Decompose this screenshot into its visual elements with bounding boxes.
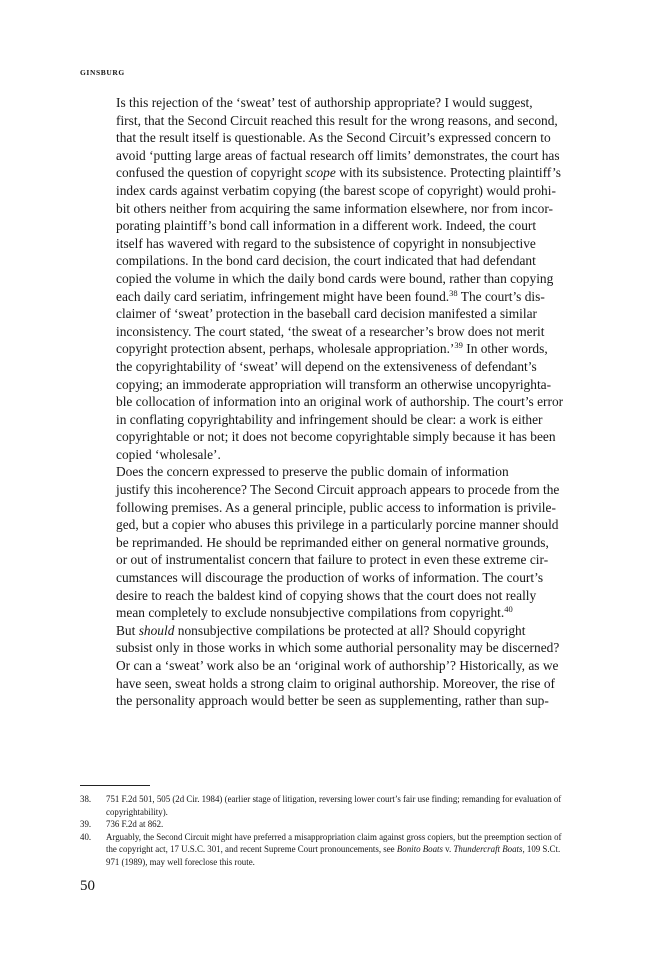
text-run: 736 F.2d at 862. xyxy=(106,819,164,830)
text-line: compilations. In the bond card decision, the court indicated that had defendant xyxy=(116,253,536,269)
text-line: justify this incoherence? The Second Circuit approach appears to procede from the xyxy=(116,482,560,498)
text-line: porating plaintiff’s bond call information in a different work. Indeed, the court xyxy=(116,218,537,234)
text-line: following premises. As a general principle, public access to information is privile- xyxy=(116,499,556,515)
text-line: in conflating copyrightability and infringement should be clear: a work is either xyxy=(116,411,543,427)
text-run: confused the question of copyright xyxy=(116,165,306,181)
text-line: Is this rejection of the ‘sweat’ test of authorship appropriate? I would suggest, xyxy=(116,95,533,110)
text-line: have seen, sweat holds a strong claim to original authorship. Moreover, the rise of xyxy=(116,675,556,691)
text-run: The court’s dis- xyxy=(457,288,545,304)
text-line: bit others neither from acquiring the same information elsewhere, nor from incor- xyxy=(116,200,554,216)
footnote-ref: 40 xyxy=(504,604,513,615)
text-line xyxy=(80,604,572,622)
body-text xyxy=(80,94,572,710)
text-line: the copyrightability of ‘sweat’ will depend on the extensiveness of defendant’s xyxy=(116,358,537,374)
text-line: inconsistency. The court stated, ‘the sweat of a researcher’s brow does not merit xyxy=(116,323,545,339)
italic-text: Bonito Boats xyxy=(396,844,443,855)
footnote xyxy=(80,793,572,818)
text-line: subsist only in those works in which some authorial personality may be discerned? xyxy=(116,640,560,656)
text-line: copyrightable or not; it does not become copyrightable simply because it has been xyxy=(116,429,556,445)
text-line: Does the concern expressed to preserve the public domain of information xyxy=(116,464,509,480)
footnote-text xyxy=(106,793,572,818)
footnote xyxy=(80,818,572,831)
paragraph xyxy=(80,622,572,710)
text-line: copied ‘wholesale’. xyxy=(116,446,221,462)
text-line: ble collocation of information into an original work of authorship. The court’s error xyxy=(116,394,564,410)
text-line: avoid ‘putting large areas of factual research off limits’ demonstrates, the court has xyxy=(116,147,560,163)
footnote-number: 39. xyxy=(80,819,92,830)
italic-text: Thundercraft Boats xyxy=(453,844,523,855)
text-line: desire to reach the baldest kind of copying shows that the court does not really xyxy=(116,587,537,603)
text-line: copying; an immoderate appropriation will transform an otherwise uncopyrighta- xyxy=(116,376,552,392)
text-run: v. xyxy=(442,844,454,855)
text-line: the personality approach would better be seen as supplementing, rather than sup- xyxy=(116,693,549,709)
paragraph xyxy=(80,463,572,621)
footnotes xyxy=(80,793,572,869)
footnote xyxy=(80,831,572,869)
text-run: But xyxy=(116,622,139,638)
italic-text: should xyxy=(138,622,175,638)
text-line: Or can a ‘sweat’ work also be an ‘original work of authorship’? Historically, as we xyxy=(116,658,559,673)
text-line: or out of instrumentalist concern that failure to protect in even these extreme cir- xyxy=(116,552,549,568)
text-run: In other words, xyxy=(462,341,548,357)
text-line: first, that the Second Circuit reached this result for the wrong reasons, and second, xyxy=(116,112,558,128)
text-run: each daily card seriatim, infringement might have been found. xyxy=(116,288,450,304)
text-line: be reprimanded. He should be reprimanded either on general normative grounds, xyxy=(116,534,549,550)
footnote-text xyxy=(106,818,572,831)
footnote-divider xyxy=(80,785,150,786)
italic-text: scope xyxy=(305,165,336,181)
footnote-text xyxy=(106,831,572,869)
text-line: itself has wavered with regard to the subsistence of copyright in nonsubjective xyxy=(116,235,536,251)
paragraph xyxy=(80,94,572,463)
running-head: GINSBURG xyxy=(80,68,125,77)
text-line: that the result itself is questionable. As the Second Circuit’s expressed concern to xyxy=(116,130,551,146)
text-run: with its subsistence. Protecting plaintiff’s xyxy=(335,165,561,181)
text-run: mean completely to exclude nonsubjective compilations from copyright. xyxy=(116,605,505,621)
page-number: 50 xyxy=(80,878,95,894)
text-line: ged, but a copier who abuses this privilege in a particularly porcine manner should xyxy=(116,517,559,533)
footnote-ref: 39 xyxy=(454,340,463,351)
text-run: copyright protection absent, perhaps, wholesale appropriation.’ xyxy=(116,341,455,357)
text-line: index cards against verbatim copying (the barest scope of copyright) would prohi- xyxy=(116,182,556,198)
text-run: 751 F.2d 501, 505 (2d Cir. 1984) (earlier stage of litigation, reversing lower court’s fair use finding; remanding for evaluation of copyrightability). xyxy=(106,794,562,817)
text-line xyxy=(80,164,572,182)
text-line: claimer of ‘sweat’ protection in the baseball card decision manifested a similar xyxy=(116,306,538,322)
text-line xyxy=(80,288,572,306)
footnote-number: 40. xyxy=(80,831,92,842)
text-line xyxy=(80,340,572,358)
text-run: Arguably, the Second Circuit might have preferred a misappropriation claim against gross copiers, but the preemption section of the copyright act, 17 U.S.C. 301, and recent Supreme Court pronouncements, see xyxy=(106,831,562,855)
text-line: copied the volume in which the daily bond cards were bound, rather than copying xyxy=(116,270,554,286)
text-run: nonsubjective compilations be protected at all? Should copyright xyxy=(174,622,526,638)
footnote-number: 38. xyxy=(80,794,92,804)
text-line xyxy=(80,622,572,640)
text-line: cumstances will discourage the production of works of information. The court’s xyxy=(116,570,544,586)
footnote-ref: 38 xyxy=(449,287,458,298)
text-run: , 109 S.Ct. 971 (1989), may well foreclose this route. xyxy=(106,844,561,867)
